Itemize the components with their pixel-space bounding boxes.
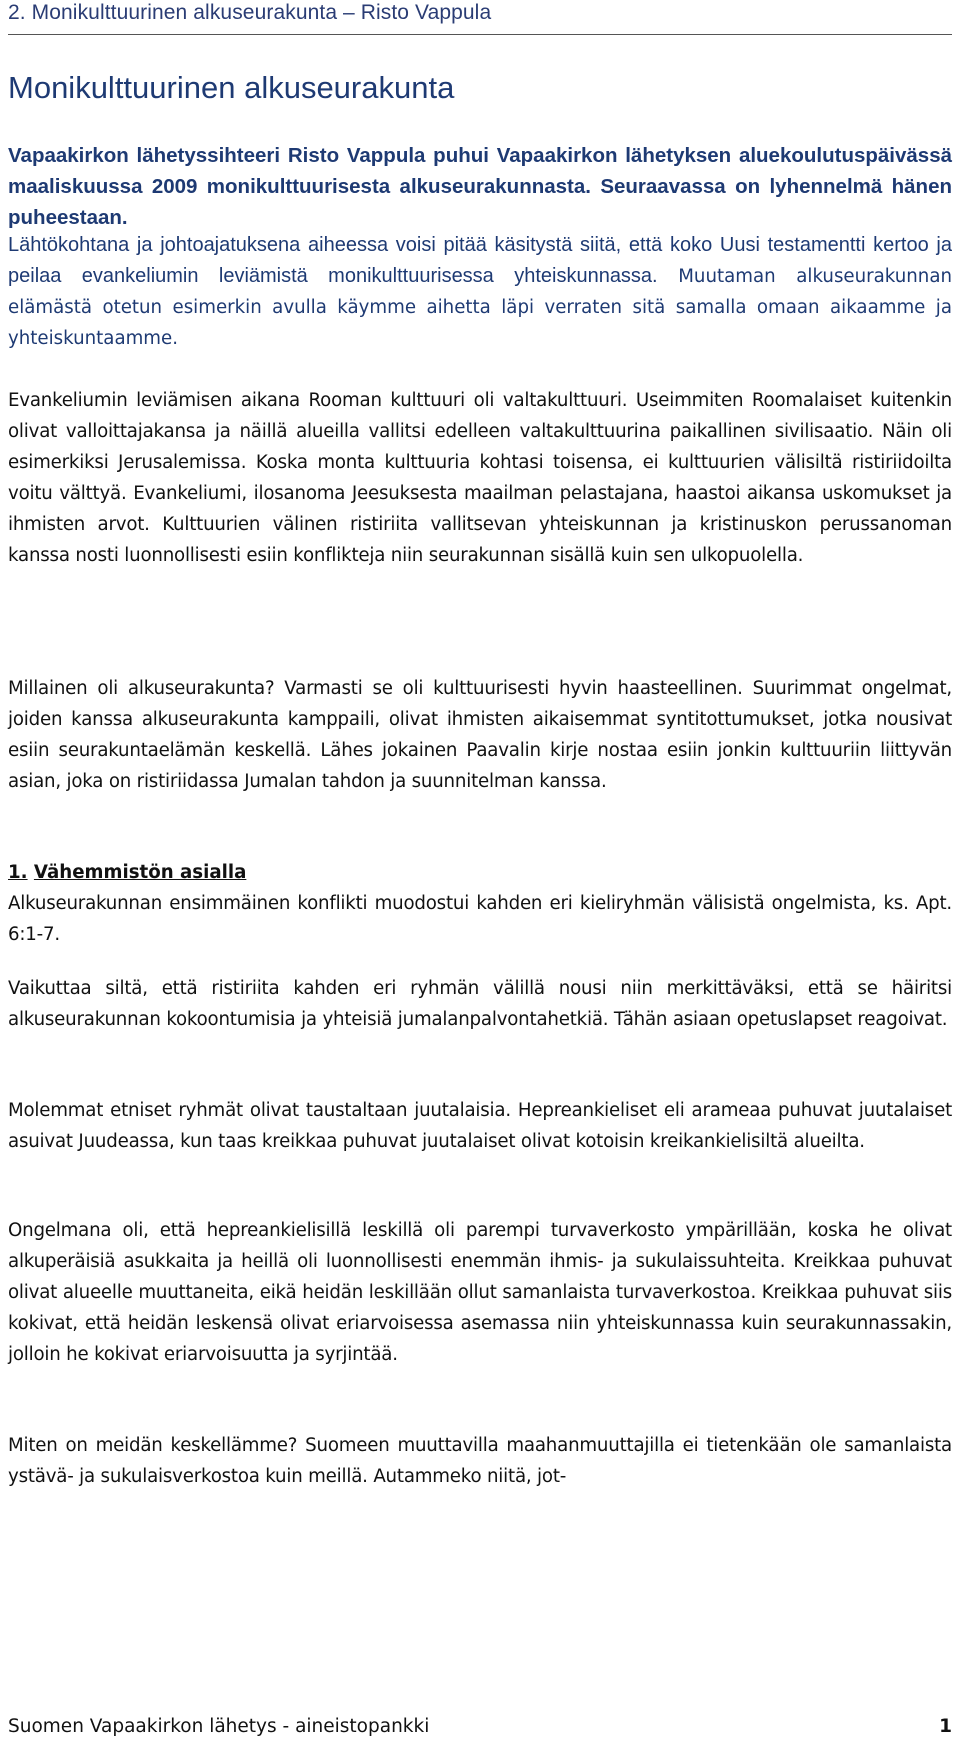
section-heading bbox=[8, 857, 246, 888]
paragraph-ongelmana: Ongelmana oli, että hepreankielisillä leskillä oli parempi turvaverkosto ympärillään, koska he olivat alkuperäisiä asukkaita ja heillä oli luonnollisesti enemmän ihmis- ja sukulaissuhteita. Kreikkaa puhuvat olivat alueelle muuttaneita, eikä heidän leskillään ollut samanlaista turvaverkostoa. Kreikkaa puhuvat siis kokivat, että heidän leskensä olivat eriarvoisessa asemassa niin yhteiskunnassa kuin seurakunnassakin, jolloin he kokivat eriarvoisuutta ja syrjintää. bbox=[8, 1220, 952, 1365]
lead-paragraph bbox=[8, 230, 952, 354]
section-number: 1. bbox=[8, 862, 28, 883]
page-number: 1 bbox=[939, 1716, 952, 1737]
running-header bbox=[8, 0, 952, 35]
lead-text-1: Lähtökohtana ja johtoajatuksena aiheessa voisi pitää käsitystä siitä, että koko Uusi testamentti kertoo ja peilaa evankeliumin leviämistä monikulttuurisessa yhteiskunnassa. bbox=[8, 234, 952, 287]
paragraph-millainen: Millainen oli alkuseurakunta? Varmasti se oli kulttuurisesti hyvin haasteellinen. Suurimmat ongelmat, joiden kanssa alkuseurakunta kamppaili, olivat ihmisten aikaisemmat syntitottumukset, jotka nousivat esiin seurakuntaelämän keskellä. Lähes jokainen Paavalin kirje nostaa esiin jonkin kulttuuriin liittyvän asian, joka on ristiriidassa Jumalan tahdon ja suunnitelman kanssa. bbox=[8, 678, 952, 792]
paragraph-vaikuttaa: Vaikuttaa siltä, että ristiriita kahden eri ryhmän välillä nousi niin merkittäväksi, että se häiritsi alkuseurakunnan kokoontumisia ja yhteisiä jumalanpalvontahetkiä. Tähän asiaan opetuslapset reagoivat. bbox=[8, 978, 952, 1030]
lead-text-2: Muutaman alkuseurakunnan elämästä otetun esimerkin avulla käymme aihetta läpi verraten sitä samalla omaan aikaamme ja yhteiskuntaamme. bbox=[8, 266, 952, 349]
footer-text: Suomen Vapaakirkon lähetys - aineistopankki bbox=[8, 1716, 430, 1737]
header-text: 2. Monikulttuurinen alkuseurakunta – Risto Vappula bbox=[8, 1, 492, 24]
page-title: Monikulttuurinen alkuseurakunta bbox=[8, 70, 455, 105]
paragraph-miten: Miten on meidän keskellämme? Suomeen muuttavilla maahanmuuttajilla ei tietenkään ole samanlaista ystävä- ja sukulaisverkostoa kuin meillä. Autammeko niitä, jot- bbox=[8, 1435, 952, 1487]
paragraph-alkuseurakunnan: Alkuseurakunnan ensimmäinen konflikti muodostui kahden eri kieliryhmän välisistä ongelmista, ks. Apt. 6:1-7. bbox=[8, 893, 952, 945]
section-title: Vähemmistön asialla bbox=[33, 862, 247, 883]
paragraph-evankeliumi: Evankeliumin leviämisen aikana Rooman kulttuuri oli valtakulttuuri. Useimmiten Roomalaiset kuitenkin olivat valloittajakansa ja näillä alueilla vallitsi edelleen valtakulttuurina paikallinen sivilisaatio. Näin oli esimerkiksi Jerusalemissa. Koska monta kulttuuria kohtasi toisensa, ei kulttuurien välisiltä ristiriidoilta voitu välttyä. Evankeliumi, ilosanoma Jeesuksesta maailman pelastajana, haastoi aikansa uskomukset ja ihmisten arvot. Kulttuurien välinen ristiriita vallitsevan yhteiskunnan ja kristinuskon perussanoman kanssa nosti luonnollisesti esiin konflikteja niin seurakunnan sisällä kuin sen ulkopuolella. bbox=[8, 390, 952, 566]
paragraph-molemmat: Molemmat etniset ryhmät olivat taustaltaan juutalaisia. Hepreankieliset eli arameaa puhuvat juutalaiset asuivat Juudeassa, kun taas kreikkaa puhuvat juutalaiset olivat kotoisin kreikankielisiltä alueilta. bbox=[8, 1100, 952, 1152]
page-footer bbox=[8, 1710, 952, 1744]
intro-paragraph: Vapaakirkon lähetyssihteeri Risto Vappula puhui Vapaakirkon lähetyksen aluekoulutuspäivässä maaliskuussa 2009 monikulttuurisesta alkuseurakunnasta. Seuraavassa on lyhennelmä hänen puheestaan. bbox=[8, 144, 952, 229]
